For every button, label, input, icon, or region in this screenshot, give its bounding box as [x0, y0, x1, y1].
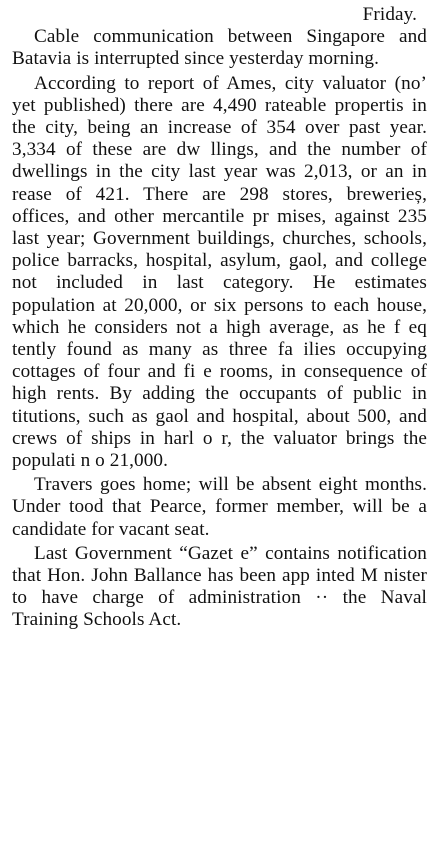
- dateline: Friday.: [362, 4, 417, 25]
- paragraph-valuator-report: According to report of Ames, city valuator (no’ yet published) there are 4,490 rateable propertis in the city, being an increase of 354 over past year. 3,334 of these are dw llings, and the number of dwellings in the city last year was 2,013, or an in rease of 421. There are 298 stores, brewerieș, offices, and other mercantile pr mises, against 235 last year; Government buildings, churches, schools, police barracks, hospital, asylum, gaol, and college not included in last category. He estimates population at 20,000, or six persons to each house, which he considers not a high average, as he f eq tently found as many as three fa ilies occupying cottages of four and fi e rooms, in consequence of high rents. By adding the occupants of public in titutions, such as gaol and hospital, about 500, and crews of ships in harl o r, the valuator brings the populati n o 21,000.: [12, 72, 427, 472]
- paragraph-cable: Cable communication between Singapore and Batavia is interrupted since yesterday morning.: [12, 26, 427, 70]
- paragraph-gazette: Last Government “Gazet e” contains notification that Hon. John Ballance has been app inted M nister to have charge of administration ·· the Naval Training Schools Act.: [12, 542, 427, 631]
- paragraph-travers: Travers goes home; will be absent eight months. Under tood that Pearce, former member, will be a candidate for vacant seat.: [12, 474, 427, 540]
